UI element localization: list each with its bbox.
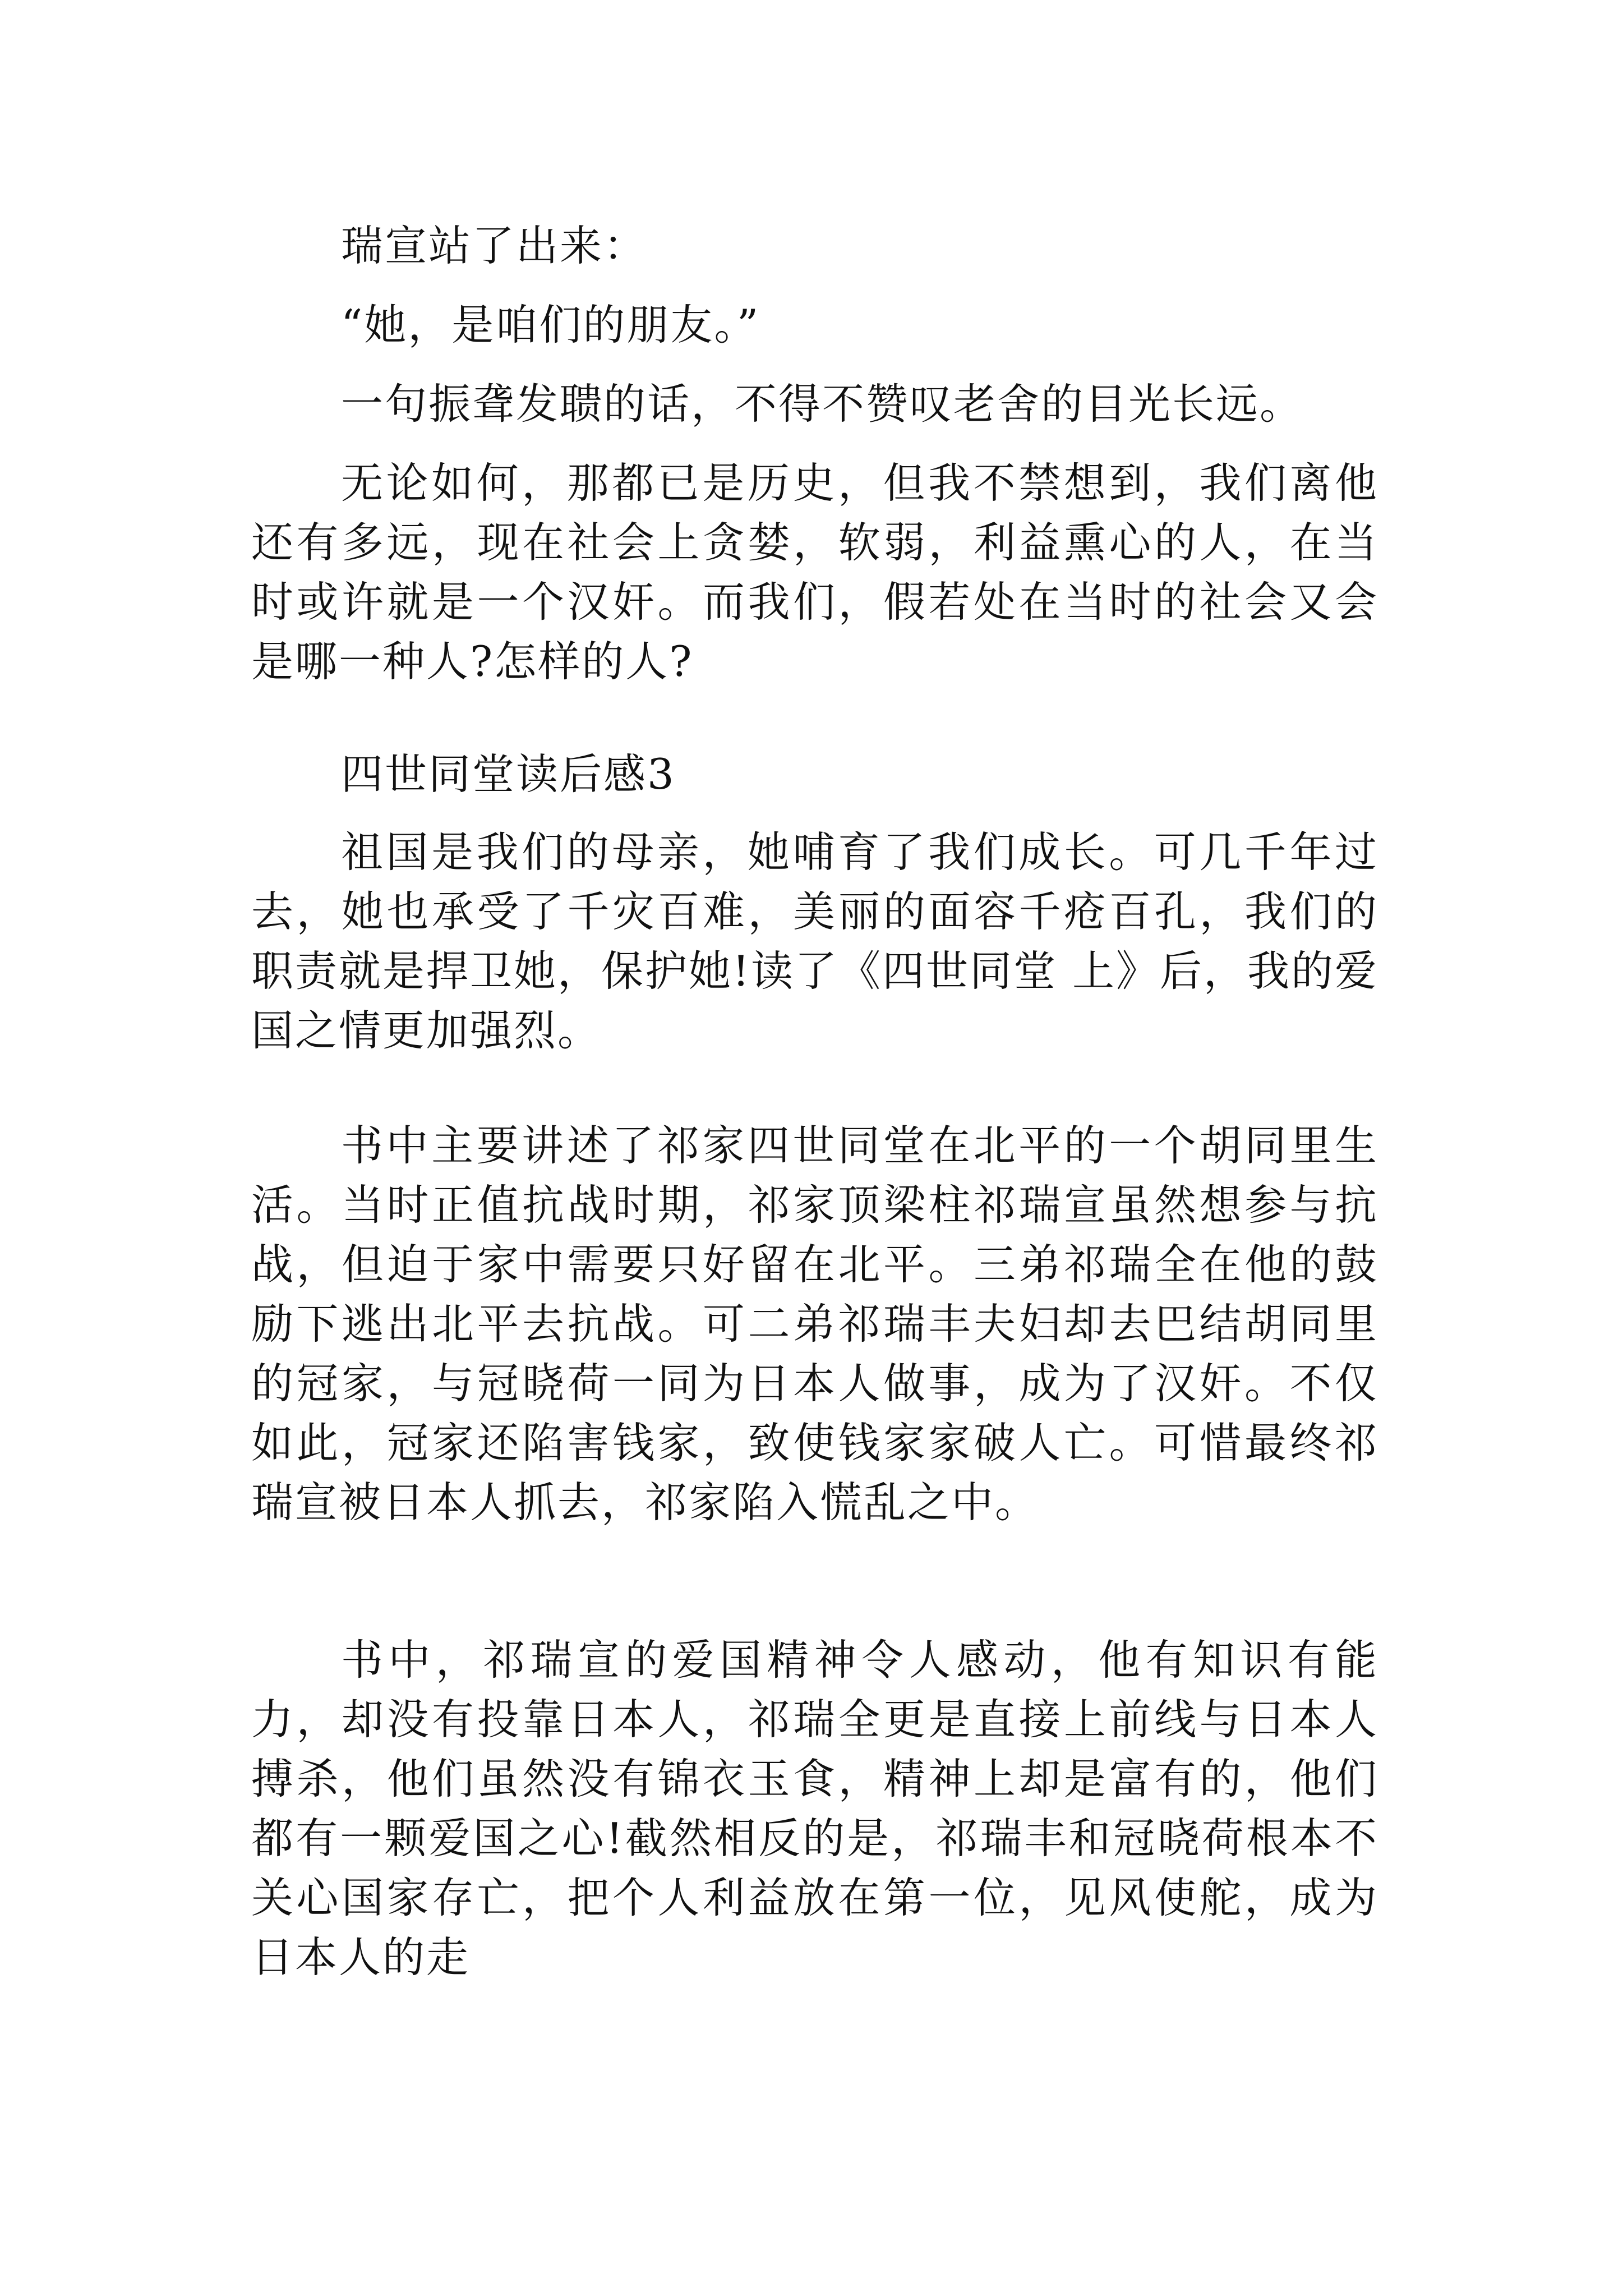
paragraph-4: 无论如何，那都已是历史，但我不禁想到，我们离他还有多远，现在社会上贪婪，软弱，利益熏心的人，在当时或许就是一个汉奸。而我们，假若处在当时的社会又会是哪一种人?怎样的人? <box>251 458 1378 686</box>
paragraph-7: 书中，祁瑞宣的爱国精神令人感动，他有知识有能力，却没有投靠日本人，祁瑞全更是直接上前线与日本人搏杀，他们虽然没有锦衣玉食，精神上却是富有的，他们都有一颗爱国之心!截然相反的是，祁瑞丰和冠晓荷根本不关心国家存亡，把个人利益放在第一位，见风使舵，成为日本人的走 <box>251 1635 1378 1982</box>
paragraph-3: 一句振聋发聩的话，不得不赞叹老舍的目光长远。 <box>341 379 1304 429</box>
paragraph-2: “她，是咱们的朋友。” <box>341 300 760 349</box>
paragraph-6: 书中主要讲述了祁家四世同堂在北平的一个胡同里生活。当时正值抗战时期，祁家顶梁柱祁瑞宣虽然想参与抗战，但迫于家中需要只好留在北平。三弟祁瑞全在他的鼓励下逃出北平去抗战。可二弟祁瑞丰夫妇却去巴结胡同里的冠家，与冠晓荷一同为日本人做事，成为了汉奸。不仅如此，冠家还陷害钱家，致使钱家家破人亡。可惜最终祁瑞宣被日本人抓去，祁家陷入慌乱之中。 <box>251 1121 1378 1527</box>
paragraph-5: 祖国是我们的母亲，她哺育了我们成长。可几千年过去，她也承受了千灾百难，美丽的面容千疮百孔，我们的职责就是捍卫她，保护她!读了《四世同堂 上》后，我的爱国之情更加强烈。 <box>251 827 1378 1055</box>
paragraph-1: 瑞宣站了出来： <box>341 221 648 270</box>
section-heading: 四世同堂读后感3 <box>341 749 676 799</box>
